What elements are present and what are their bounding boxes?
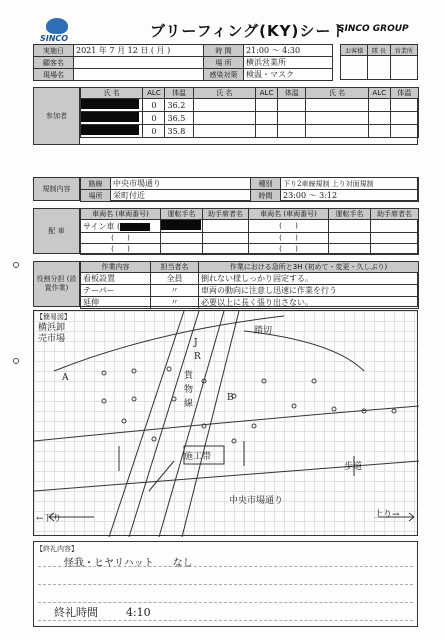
assignment-table — [80, 208, 419, 255]
cone-marker — [332, 407, 336, 411]
task-header: 作業内容 — [81, 262, 151, 273]
cone-marker — [102, 399, 106, 403]
task-cell: テーパー — [81, 285, 151, 297]
rail-line — [129, 311, 199, 537]
approval-office: 営業所 — [390, 45, 417, 56]
place-label: 場所 — [81, 190, 111, 202]
note-cell: 車両の動向に注意し迅速に作業を行う — [199, 285, 419, 297]
place-value: 栄町付近 — [111, 190, 251, 202]
cone-marker — [132, 369, 136, 373]
col-temp-3: 体温 — [390, 88, 418, 99]
closing-line-2: 終礼時間 4:10 — [54, 606, 151, 619]
jr-label: J R — [194, 338, 201, 362]
vehicle-header-1: 車両名 (車両番号) — [81, 209, 161, 220]
approval-customer-stamp — [341, 56, 368, 80]
up-label: 上り→ — [374, 510, 400, 520]
regulation-section — [33, 177, 418, 201]
cone-marker — [312, 379, 316, 383]
task-cell: 延伸 — [81, 297, 151, 309]
col-temp-2: 体温 — [278, 88, 306, 99]
cone-marker — [392, 409, 396, 413]
approval-leader: 隊 長 — [368, 45, 390, 56]
taper-line — [149, 461, 174, 491]
cone-marker — [152, 437, 156, 441]
col-temp-1: 体温 — [165, 88, 193, 99]
time-value: 21:00 〜 4:30 — [244, 45, 333, 57]
vehicle-header-2: 車両名 (車両番号) — [249, 209, 329, 220]
road-curve — [244, 331, 364, 371]
road-value: 中央市場通り — [111, 178, 251, 190]
type-value: 下り2車線規制 上り対面規制 — [281, 178, 419, 190]
page-title: ブリーフィング(KY)シート — [150, 22, 348, 40]
crossing-label: 踏切 — [254, 326, 273, 336]
vehicle-2: ( ) — [249, 220, 329, 233]
cone-marker — [122, 419, 126, 423]
assignment-label: 配 車 — [34, 209, 80, 253]
cone-marker — [292, 404, 296, 408]
vehicle-3: ( ) — [81, 233, 161, 244]
closing-title: 【終礼内容】 — [36, 545, 78, 553]
road-edge — [34, 406, 419, 441]
driver-1 — [161, 220, 203, 233]
roles-label: 役割分担 (設置作業) — [34, 262, 80, 306]
person-header: 担当者名 — [151, 262, 199, 273]
type-label: 種別 — [251, 178, 281, 190]
cone-marker — [102, 371, 106, 375]
closing-line-1: 怪我・ヒヤリハット なし — [64, 558, 193, 569]
col-alc-3: ALC — [368, 88, 390, 99]
participant-name — [81, 99, 143, 112]
market-label: 横浜卸売市場 — [38, 323, 66, 344]
group-logo: SINCO GROUP — [338, 24, 409, 34]
driver-header-1: 運転手名 — [161, 209, 203, 220]
approval-office-stamp — [390, 56, 417, 80]
freight-label: 貨物線 — [184, 371, 194, 409]
a-label: A — [62, 373, 69, 383]
participant-alc: 0 — [143, 99, 165, 112]
vehicle-1-name: サイン車 ( — [83, 221, 121, 231]
person-cell: 全員 — [151, 273, 199, 285]
participant-alc: 0 — [143, 125, 165, 138]
logo-text: SINCO — [40, 34, 69, 43]
cone-marker — [262, 379, 266, 383]
supervisor-value: 検温・マスク — [244, 69, 333, 81]
sidewalk-label: 歩道 — [344, 462, 363, 472]
approval-leader-stamp — [368, 56, 390, 80]
location-value: 横浜営業所 — [244, 57, 333, 69]
participant-name — [81, 125, 143, 138]
task-cell: 看板設置 — [81, 273, 151, 285]
col-name-3: 氏 名 — [306, 88, 368, 99]
person-cell: 〃 — [151, 285, 199, 297]
participants-section — [33, 87, 418, 145]
date-label: 実施日 — [34, 45, 74, 57]
cone-marker — [132, 397, 136, 401]
reg-time-label: 時間 — [251, 190, 281, 202]
sinco-logo — [40, 18, 74, 44]
road-label: 路線 — [81, 178, 111, 190]
regulation-label: 規制内容 — [34, 178, 80, 200]
date-value: 2021 年 7 月 12 日 ( 月 ) — [74, 45, 204, 57]
reg-time-value: 23:00 〜 3:12 — [281, 190, 419, 202]
col-name-1: 氏 名 — [81, 88, 143, 99]
cone-marker — [252, 424, 256, 428]
cone-marker — [167, 367, 171, 371]
approval-table — [340, 44, 418, 80]
redacted-driver — [161, 220, 201, 230]
participant-temp: 35.8 — [165, 125, 193, 138]
time-label: 時 間 — [204, 45, 244, 57]
assistant-header-2: 助手席者名 — [371, 209, 419, 220]
worksite-label: 施工帯 — [184, 452, 212, 462]
punch-hole-icon — [13, 358, 19, 364]
redacted-name — [81, 125, 139, 135]
diagram-title: 【簡易図】 — [36, 313, 71, 321]
site-diagram — [33, 310, 418, 536]
rail-line — [109, 311, 184, 537]
note-cell: 必要以上に長く張り出さない。 — [199, 297, 419, 309]
approval-customer: お客様 — [341, 45, 368, 56]
vehicle-4: ( ) — [249, 233, 329, 244]
assistant-header-1: 助手席者名 — [203, 209, 249, 220]
participants-label: 参加者 — [34, 88, 80, 144]
person-cell: 〃 — [151, 297, 199, 309]
regulation-table — [80, 177, 419, 202]
col-alc-2: ALC — [256, 88, 278, 99]
down-label: ←下り — [36, 514, 62, 524]
col-name-2: 氏 名 — [193, 88, 255, 99]
participant-name — [81, 112, 143, 125]
punch-hole-icon — [13, 262, 19, 268]
roles-table — [80, 261, 419, 309]
supervisor-label: 感染対策 — [204, 69, 244, 81]
redacted-plate — [120, 223, 150, 231]
participant-alc: 0 — [143, 112, 165, 125]
participants-table — [80, 87, 419, 138]
vehicle-6: ( ) — [249, 244, 329, 255]
cone-marker — [172, 397, 176, 401]
diagram-sketch — [34, 311, 419, 537]
note-header: 作業における急所と3H (初めて・変更・久しぶり) — [199, 262, 419, 273]
info-table — [33, 44, 333, 81]
cone-marker — [232, 439, 236, 443]
driver-header-2: 運転手名 — [329, 209, 371, 220]
logo-mark-icon — [46, 18, 68, 34]
col-alc-1: ALC — [143, 88, 165, 99]
redacted-name — [81, 99, 139, 109]
participant-temp: 36.5 — [165, 112, 193, 125]
site-label: 現場名 — [34, 69, 74, 81]
participant-temp: 36.2 — [165, 99, 193, 112]
site-value — [74, 69, 204, 81]
note-cell: 倒れない様しっかり固定する。 — [199, 273, 419, 285]
client-label: 顧客名 — [34, 57, 74, 69]
location-label: 場 所 — [204, 57, 244, 69]
roles-section — [33, 261, 418, 307]
closing-section — [33, 541, 418, 627]
road-label: 中央市場通り — [229, 496, 284, 506]
vehicle-5: ( ) — [81, 244, 161, 255]
redacted-name — [81, 112, 139, 122]
b-label: B — [227, 393, 234, 403]
assignment-section — [33, 208, 418, 254]
client-value — [74, 57, 204, 69]
road-curve — [54, 316, 284, 371]
vehicle-1 — [81, 220, 161, 233]
